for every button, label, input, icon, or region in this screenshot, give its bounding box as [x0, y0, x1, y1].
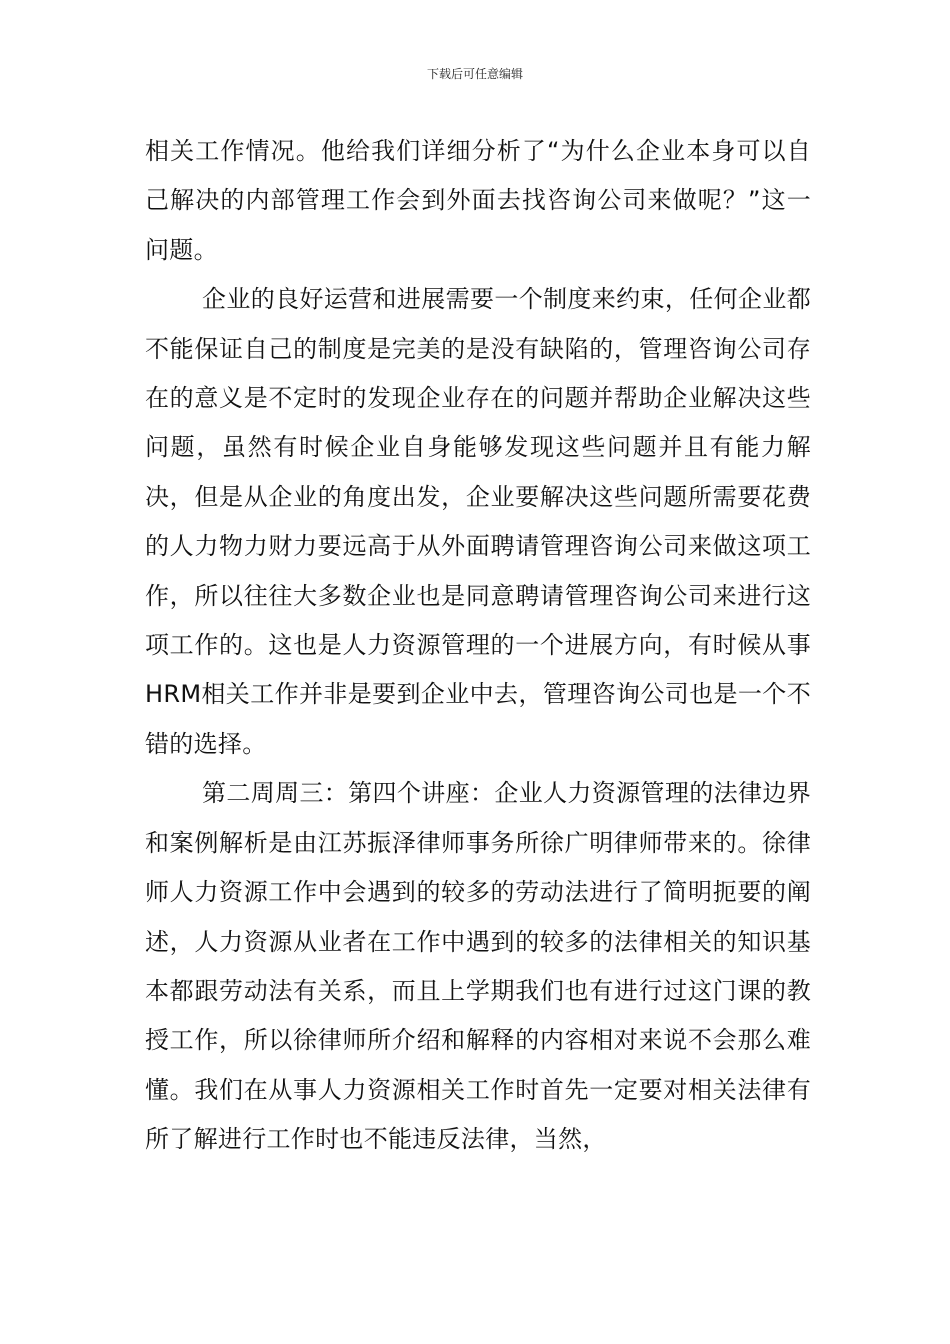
document-body — [145, 127, 811, 1165]
page-header: 下载后可任意编辑 — [426, 67, 523, 81]
paragraph-consulting: 企业的良好运营和进展需要一个制度来约束，任何企业都不能保证自己的制度是完美的是没有缺陷的，管理咨询公司存在的意义是不定时的发现企业存在的问题并帮助企业解决这些问题，虽然有时候企业自身能够发现这些问题并且有能力解决，但是从企业的角度出发，企业要解决这些问题所需要花费的人力物力财力要远高于从外面聘请管理咨询公司来做这项工作，所以往往大多数企业也是同意聘请管理咨询公司来进行这项工作的。这也是人力资源管理的一个进展方向，有时候从事HRM相关工作并非是要到企业中去，管理咨询公司也是一个不错的选择。 — [145, 285, 811, 758]
paragraph-continuation: 相关工作情况。他给我们详细分析了“为什么企业本身可以自己解决的内部管理工作会到外面去找咨询公司来做呢？”这一问题。 — [145, 137, 811, 264]
paragraph-lecture-four: 第二周周三：第四个讲座：企业人力资源管理的法律边界和案例解析是由江苏振泽律师事务所徐广明律师带来的。徐律师人力资源工作中会遇到的较多的劳动法进行了简明扼要的阐述，人力资源从业者在工作中遇到的较多的法律相关的知识基本都跟劳动法有关系，而且上学期我们也有进行过这门课的教授工作，所以徐律师所介绍和解释的内容相对来说不会那么难懂。我们在从事人力资源相关工作时首先一定要对相关法律有所了解进行工作时也不能违反法律，当然， — [145, 779, 811, 1154]
